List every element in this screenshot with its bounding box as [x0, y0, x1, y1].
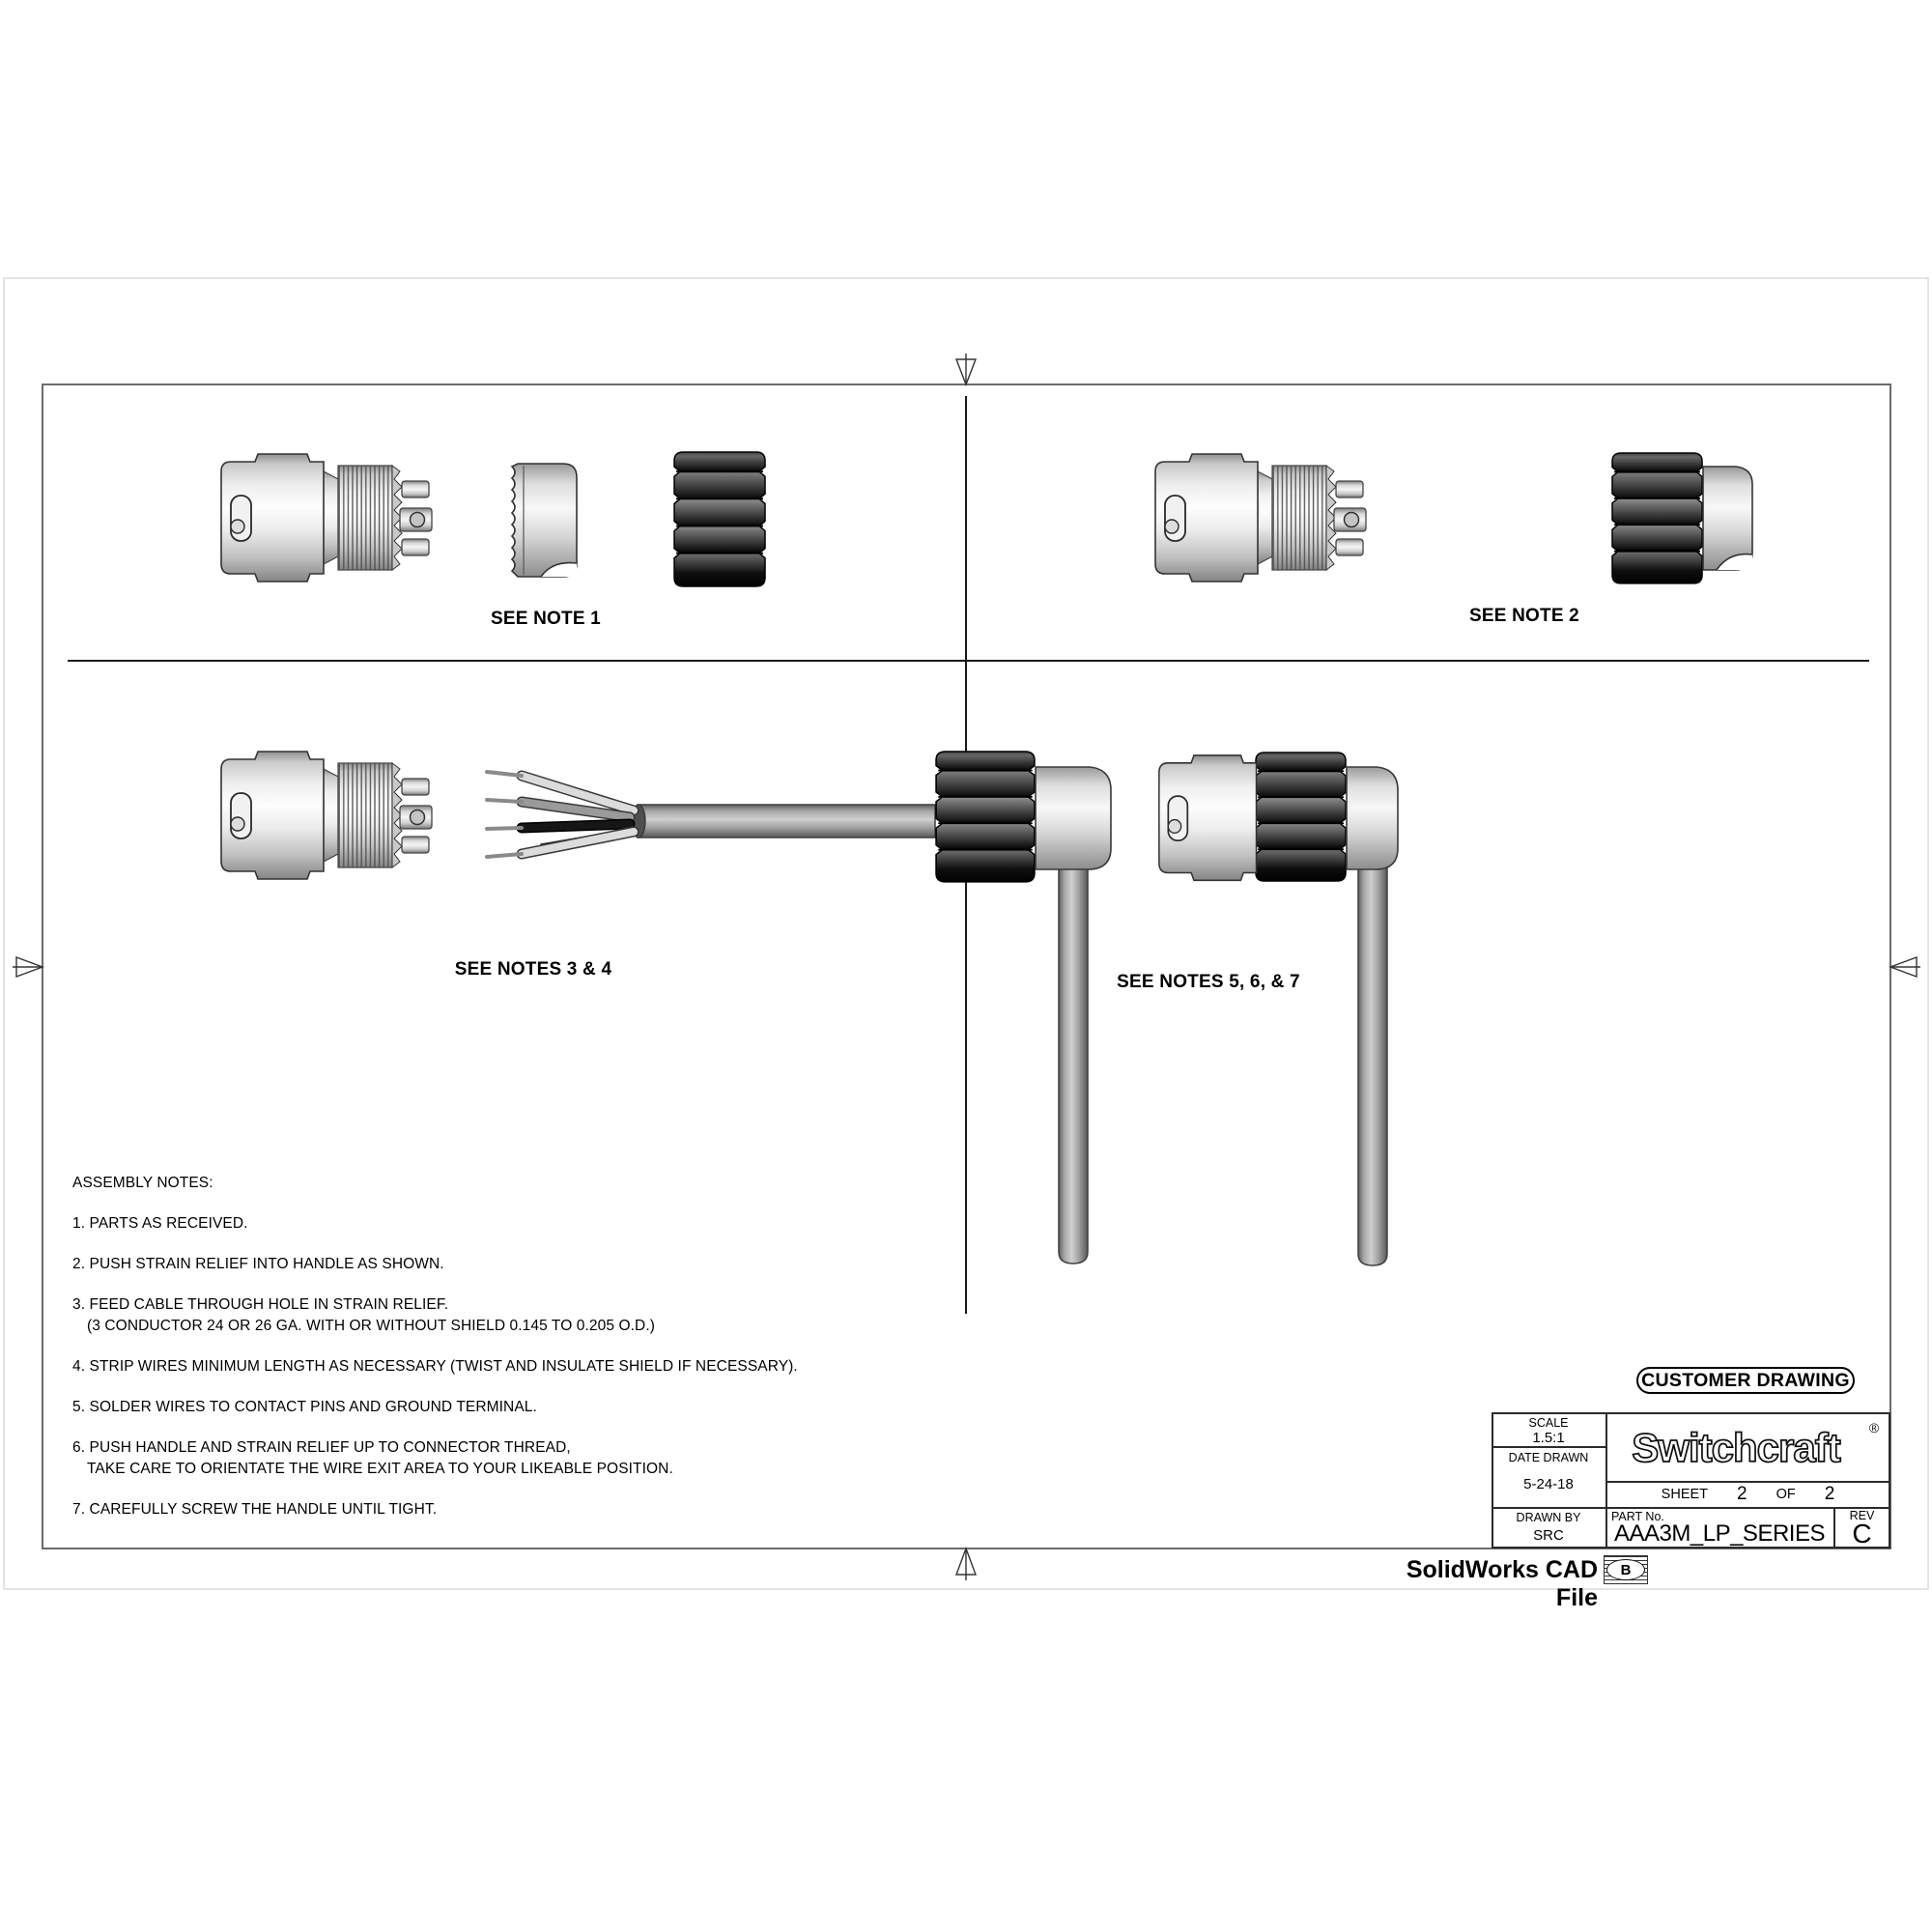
- rev-label: REV: [1849, 1509, 1875, 1522]
- brand-registered-mark: ®: [1868, 1420, 1880, 1435]
- drawn-by-value: SRC: [1533, 1527, 1564, 1544]
- label-see-notes-3-4: SEE NOTES 3 & 4: [454, 959, 612, 980]
- part-no-value: AAA3M_LP_SERIES: [1614, 1520, 1825, 1547]
- customer-drawing-stamp: CUSTOMER DRAWING: [1636, 1367, 1855, 1394]
- rev-value: C: [1852, 1519, 1872, 1548]
- sheet-number: 2: [1737, 1483, 1747, 1504]
- assembly-note-1: 1. PARTS AS RECEIVED.: [72, 1215, 248, 1232]
- label-see-note-1: SEE NOTE 1: [491, 609, 601, 629]
- assembly-note-3b: (3 CONDUCTOR 24 OR 26 GA. WITH OR WITHOUT SHIELD 0.145 TO 0.205 O.D.): [87, 1318, 655, 1334]
- label-see-notes-5-6-7: SEE NOTES 5, 6, & 7: [1117, 972, 1300, 992]
- sheet-of-label: OF: [1776, 1486, 1796, 1502]
- drawn-by-label: DRAWN BY: [1516, 1511, 1581, 1524]
- view-note567-connector-shell: [1159, 755, 1257, 880]
- assembly-note-4: 4. STRIP WIRES MINIMUM LENGTH AS NECESSARY (TWIST AND INSULATE SHIELD IF NECESSARY).: [72, 1358, 798, 1375]
- assembly-note-6: 6. PUSH HANDLE AND STRAIN RELIEF UP TO CONNECTOR THREAD,: [72, 1439, 571, 1456]
- view-note1-handle: [674, 452, 765, 586]
- scale-value: 1.5:1: [1532, 1430, 1565, 1446]
- sheet-size-code: B: [1606, 1559, 1645, 1580]
- assembly-note-2: 2. PUSH STRAIN RELIEF INTO HANDLE AS SHOWN.: [72, 1256, 444, 1272]
- sheet-info-row: [1605, 1481, 1890, 1507]
- assembly-note-3: 3. FEED CABLE THROUGH HOLE IN STRAIN RELIEF.: [72, 1296, 449, 1313]
- date-drawn-label: DATE DRAWN: [1508, 1451, 1589, 1464]
- sheet-label: SHEET: [1661, 1486, 1709, 1502]
- cad-file-note: SolidWorks CAD File: [1406, 1556, 1598, 1611]
- view-note34-handle-assembly: [936, 752, 1111, 882]
- assembly-note-7: 7. CAREFULLY SCREW THE HANDLE UNTIL TIGHT.: [72, 1501, 438, 1518]
- view-note567-handle: [1256, 753, 1398, 881]
- title-block-divider-scale: [1493, 1446, 1605, 1448]
- view-note1-strain-relief: [512, 464, 577, 577]
- assembly-note-5: 5. SOLDER WIRES TO CONTACT PINS AND GROUND TERMINAL.: [72, 1399, 537, 1415]
- brand-logo: Switchcraft: [1632, 1425, 1840, 1470]
- assembly-note-6b: TAKE CARE TO ORIENTATE THE WIRE EXIT AREA TO YOUR LIKEABLE POSITION.: [87, 1461, 673, 1477]
- sheet-total: 2: [1824, 1483, 1835, 1504]
- view-note2-handle-assembly: [1612, 453, 1752, 583]
- assembly-notes-title: ASSEMBLY NOTES:: [72, 1175, 213, 1191]
- label-see-note-2: SEE NOTE 2: [1469, 606, 1579, 626]
- title-block-divider-bottomrow: [1493, 1507, 1889, 1509]
- view-note34-cable: [632, 805, 935, 838]
- sheet-size-symbol: [1604, 1555, 1648, 1584]
- view-note34-cable-down: [1059, 850, 1088, 1264]
- date-drawn-value: 5-24-18: [1523, 1476, 1574, 1492]
- view-note567-cable-down: [1358, 855, 1387, 1265]
- scale-label: SCALE: [1528, 1416, 1569, 1430]
- part-no-label: PART No.: [1611, 1510, 1664, 1523]
